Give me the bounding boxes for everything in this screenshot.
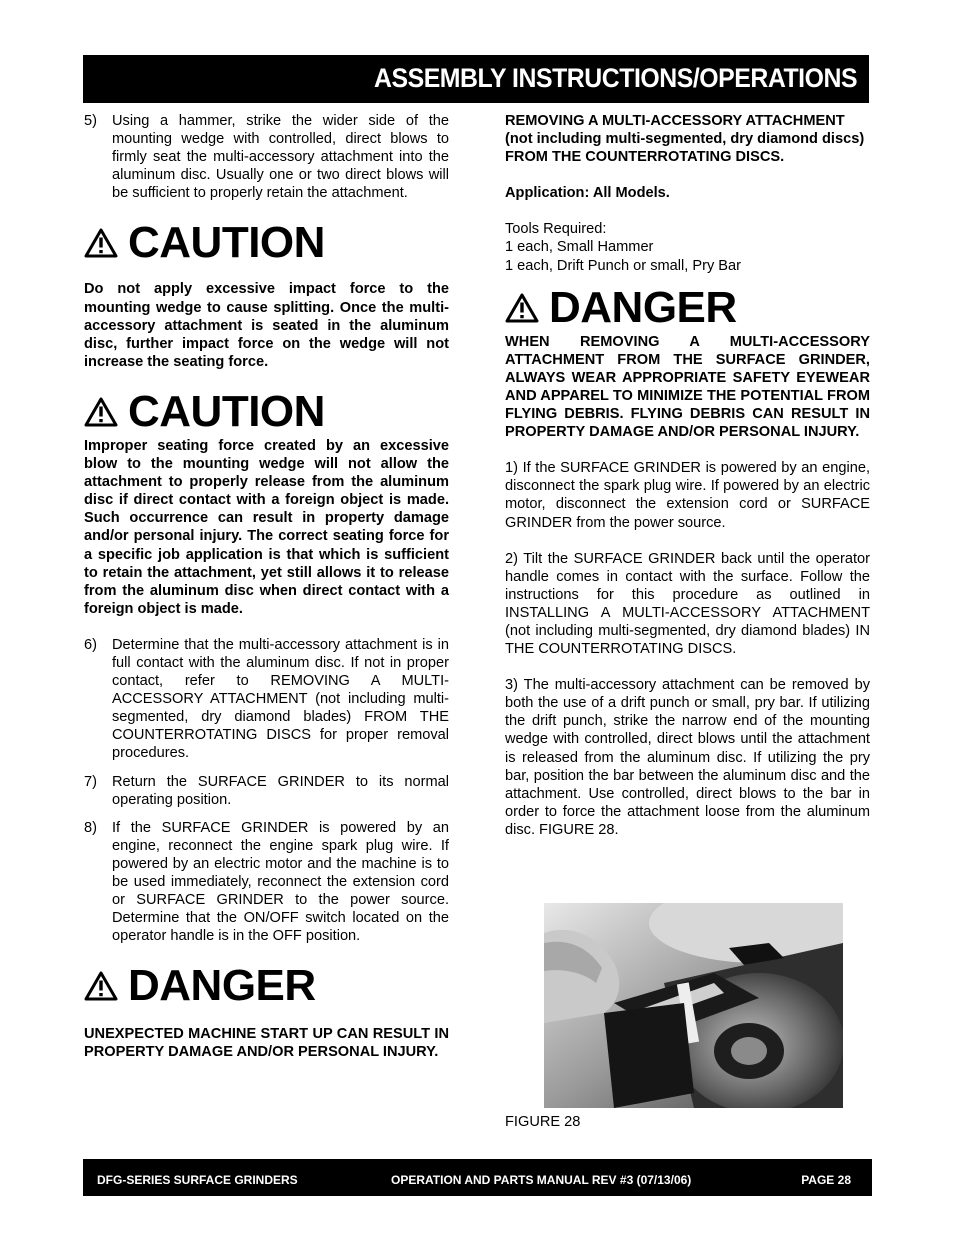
- removal-step-3: 3) The multi-accessory attachment can be removed by both the use of a drift punch or small, pry bar. If utilizing the drift punch, strike the narrow end of the mounting wedge with controlled, direct blows until the attachment is released from the aluminum disc. If utilizing the pry bar, position the bar between the aluminum disc and the attachment. Use controlled, direct blows to the bar in order to force the attachment loose from the aluminum disc. FIGURE 28.: [505, 677, 870, 838]
- danger-label: DANGER: [128, 961, 316, 1011]
- warning-triangle-icon: [84, 397, 118, 427]
- caution-heading-2: [84, 387, 449, 437]
- step-number: 8): [84, 819, 97, 836]
- removal-step-1: 1) If the SURFACE GRINDER is powered by an engine, disconnect the spark plug wire. If powered by an electric motor, disconnect the extension cord or SURFACE GRINDER from the power source.: [505, 460, 870, 531]
- warning-triangle-icon: [84, 971, 118, 1001]
- tool-item: 1 each, Small Hammer: [505, 239, 654, 256]
- step-number: 7): [84, 773, 97, 790]
- page-header: [83, 55, 869, 103]
- step-7: [84, 773, 449, 809]
- footer-page-number: PAGE 28: [801, 1173, 851, 1187]
- step-number: 6): [84, 636, 97, 653]
- step-text: Return the SURFACE GRINDER to its normal operating position.: [112, 773, 449, 808]
- footer-product: DFG-SERIES SURFACE GRINDERS: [97, 1173, 298, 1187]
- application-line: Application: All Models.: [505, 185, 670, 202]
- removal-step-2: 2) Tilt the SURFACE GRINDER back until the operator handle comes in contact with the surface. Follow the instructions for this procedure as outlined in INSTALLING A MULTI-ACCESSORY ATTACHMENT (not including multi-segmented, dry diamond blades) IN THE COUNTERROTATING DISCS.: [505, 550, 870, 658]
- danger-text-right: WHEN REMOVING A MULTI-ACCESSORY ATTACHMENT FROM THE SURFACE GRINDER, ALWAYS WEAR APPROPRIATE SAFETY EYEWEAR AND APPAREL TO MINIMIZE THE POTENTIAL FROM FLYING DEBRIS. FLYING DEBRIS CAN RESULT IN PROPERTY DAMAGE AND/OR PERSONAL INJURY.: [505, 333, 870, 441]
- step-text: If the SURFACE GRINDER is powered by an engine, reconnect the engine spark plug wire. If powered by an electric motor and the machine is to be used immediately, reconnect the extension cord or SURFACE GRINDER to the power source. Determine that the ON/OFF switch located on the operator handle is in the OFF position.: [112, 819, 449, 945]
- step-5: [84, 112, 449, 202]
- step-text: Determine that the multi-accessory attachment is in full contact with the aluminum disc. If not in proper contact, refer to REMOVING A MULTI-ACCESSORY ATTACHMENT (not including multi-segmented, dry diamond blades) FROM THE COUNTERROTATING DISCS for proper removal procedures.: [112, 636, 449, 762]
- section-title: REMOVING A MULTI-ACCESSORY ATTACHMENT (not including multi-segmented, dry diamond discs) FROM THE COUNTERROTATING DISCS.: [505, 113, 865, 166]
- caution-label: CAUTION: [128, 386, 325, 436]
- tool-item: 1 each, Drift Punch or small, Pry Bar: [505, 257, 742, 274]
- figure-caption: FIGURE 28: [505, 1114, 581, 1130]
- step-number: 5): [84, 113, 97, 129]
- page-footer: [83, 1159, 872, 1196]
- caution-text-1: Do not apply excessive impact force to the mounting wedge to cause splitting. Once the multi-accessory attachment is seated in the aluminum disc, further impact force on the wedge will not increase the seating force.: [84, 281, 449, 370]
- tools-title: Tools Required:: [505, 221, 607, 238]
- figure-28-photo: [544, 903, 843, 1108]
- danger-text-left: UNEXPECTED MACHINE START UP CAN RESULT IN PROPERTY DAMAGE AND/OR PERSONAL INJURY.: [84, 1026, 449, 1061]
- left-column: [84, 112, 449, 1062]
- footer-manual-rev: OPERATION AND PARTS MANUAL REV #3 (07/13/06): [391, 1173, 692, 1187]
- warning-triangle-icon: [84, 228, 118, 258]
- caution-label: CAUTION: [128, 218, 325, 268]
- caution-heading-1: [84, 218, 449, 268]
- step-6: [84, 636, 449, 763]
- danger-heading-left: [84, 961, 449, 1011]
- danger-heading-right: [505, 283, 870, 333]
- caution-text-2: Improper seating force created by an excessive blow to the mounting wedge will not allow the attachment to properly release from the aluminum disc if direct contact with a foreign object is made. Such occurrence can result in property damage and/or personal injury. The correct seating force for a specific job application is that which is sufficient to retain the attachment, yet still allows it to release from the aluminum disc when direct contact with a foreign object is made.: [84, 437, 449, 617]
- step-text: Using a hammer, strike the wider side of the mounting wedge with controlled, direct blows to firmly seat the multi-accessory attachment into the aluminum disc. Usually one or two direct blows will be sufficient to properly retain the attachment.: [112, 113, 449, 202]
- warning-triangle-icon: [505, 293, 539, 323]
- page-title: ASSEMBLY INSTRUCTIONS/OPERATIONS: [373, 63, 857, 93]
- right-column: [505, 112, 870, 839]
- step-8: [84, 819, 449, 946]
- danger-label: DANGER: [549, 282, 737, 332]
